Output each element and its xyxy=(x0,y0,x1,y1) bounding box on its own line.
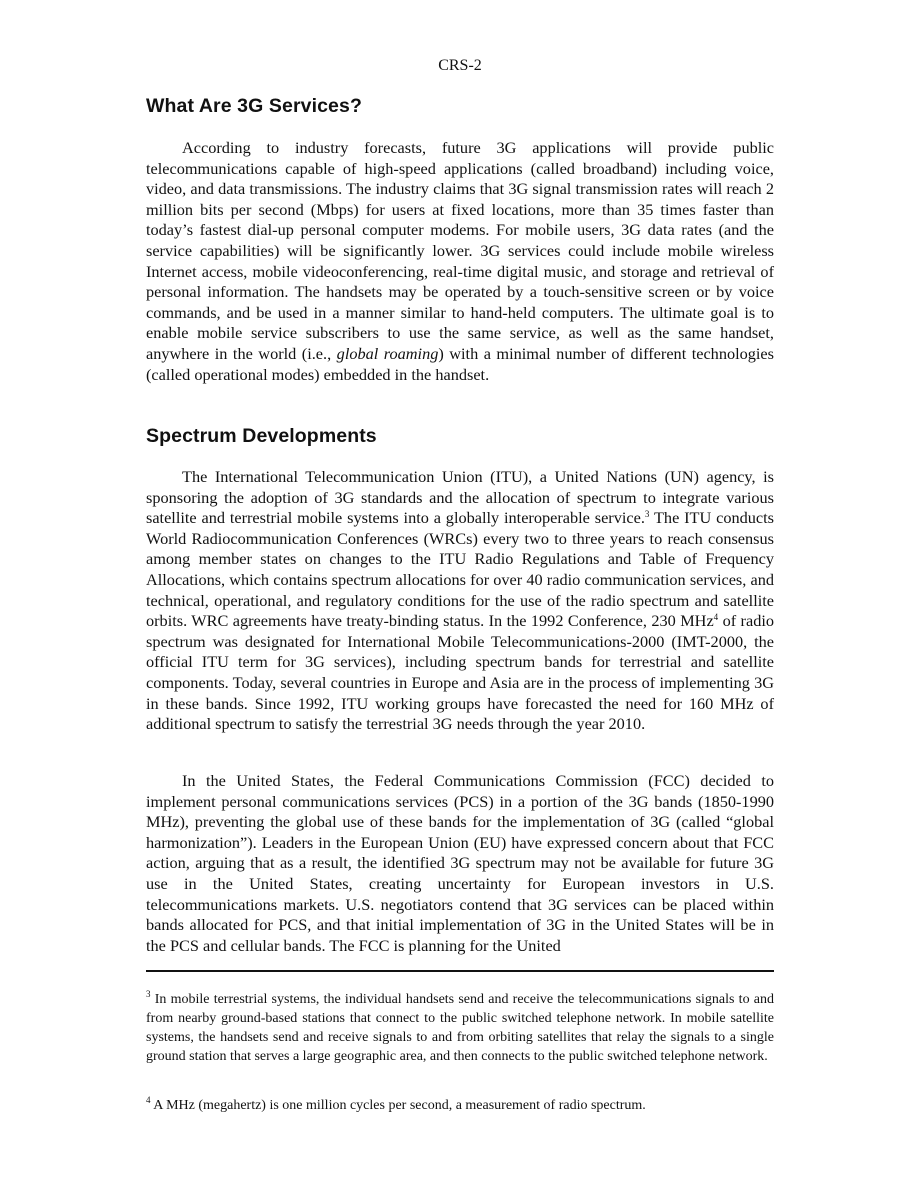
footnote-ref-3: 3 xyxy=(644,509,650,520)
footnote-marker: 4 xyxy=(146,1095,151,1105)
footnote-ref-4: 4 xyxy=(713,612,719,623)
paragraph-3g-services xyxy=(146,138,774,385)
footnote-text: In mobile terrestrial systems, the individual handsets send and receive the telecommunications signals to and from nearby ground-based stations that connect to the public switched telephone network. In mobile satellite systems, the handsets send and receive signals to and from orbiting satellites that relay the signals to a single ground station that serves a large geographic area, and then connects to the public switched telephone network. xyxy=(146,992,774,1064)
paragraph-fcc: In the United States, the Federal Communications Commission (FCC) decided to implement personal communications services (PCS) in a portion of the 3G bands (1850-1990 MHz), preventing the global use of these bands for the implementation of 3G (called “global harmonization”). Leaders in the European Union (EU) have expressed concern about that FCC action, arguing that as a result, the identified 3G spectrum may not be available for future 3G use in the United States, creating uncertainty for European investors in U.S. telecommunications markets. U.S. negotiators contend that 3G services can be placed within bands allocated for PCS, and that initial implementation of 3G in the United States will be in the PCS and cellular bands. The FCC is planning for the United xyxy=(146,771,774,955)
emphasis-global-roaming: global roaming xyxy=(336,343,439,363)
paragraph-text: According to industry forecasts, future 3G applications will provide public telecommunications capable of high-speed applications (called broadband) including voice, video, and data transmissions. The industry claims that 3G signal transmission rates will reach 2 million bits per second (Mbps) for users at fixed locations, more than 35 times faster than today’s fastest dial-up personal computer modems. For mobile users, 3G data rates (and the service capabilities) will be significantly lower. 3G services could include mobile wireless Internet access, mobile videoconferencing, real-time digital music, and storage and retrieval of personal information. The handsets may be operated by a touch-sensitive screen or by voice commands, and be used in a manner similar to hand-held computers. The ultimate goal is to enable mobile service subscribers to use the same service, as well as the same handset, anywhere in the world (i.e., xyxy=(146,138,774,363)
page-number: CRS-2 xyxy=(438,57,482,74)
footnote-text: A MHz (megahertz) is one million cycles per second, a measurement of radio spectrum. xyxy=(150,1098,646,1113)
footnote-divider xyxy=(146,970,774,972)
footnote-4 xyxy=(146,1096,774,1115)
paragraph-text: The ITU conducts World Radiocommunication Conferences (WRCs) every two to three years to reach consensus among member states on changes to the ITU Radio Regulations and Table of Frequency Allocations, which contains spectrum allocations for over 40 radio communication services, and technical, operational, and regulatory conditions for the use of the radio spectrum and satellite orbits. WRC agreements have treaty-binding status. In the 1992 Conference, 230 MHz xyxy=(146,508,774,631)
footnote-3 xyxy=(146,990,774,1066)
paragraph-text: The International Telecommunication Union (ITU), a United Nations (UN) agency, is sponsoring the adoption of 3G standards and the allocation of spectrum to integrate various satellite and terrestrial mobile systems into a globally interoperable service. xyxy=(146,467,774,528)
footnote-marker: 3 xyxy=(146,989,151,999)
section-heading-3g-services: What Are 3G Services? xyxy=(146,95,362,117)
section-heading-spectrum-developments: Spectrum Developments xyxy=(146,425,377,447)
paragraph-text-end: ) with a minimal number of different technologies (called operational modes) embedded in the handset. xyxy=(146,343,774,384)
paragraph-itu xyxy=(146,467,774,735)
paragraph-text: of radio spectrum was designated for International Mobile Telecommunications-2000 (IMT-2000, the official ITU term for 3G services), including spectrum bands for terrestrial and satellite components. Today, several countries in Europe and Asia are in the process of implementing 3G in these bands. Since 1992, ITU working groups have forecasted the need for 160 MHz of additional spectrum to satisfy the terrestrial 3G needs through the year 2010. xyxy=(146,611,774,734)
